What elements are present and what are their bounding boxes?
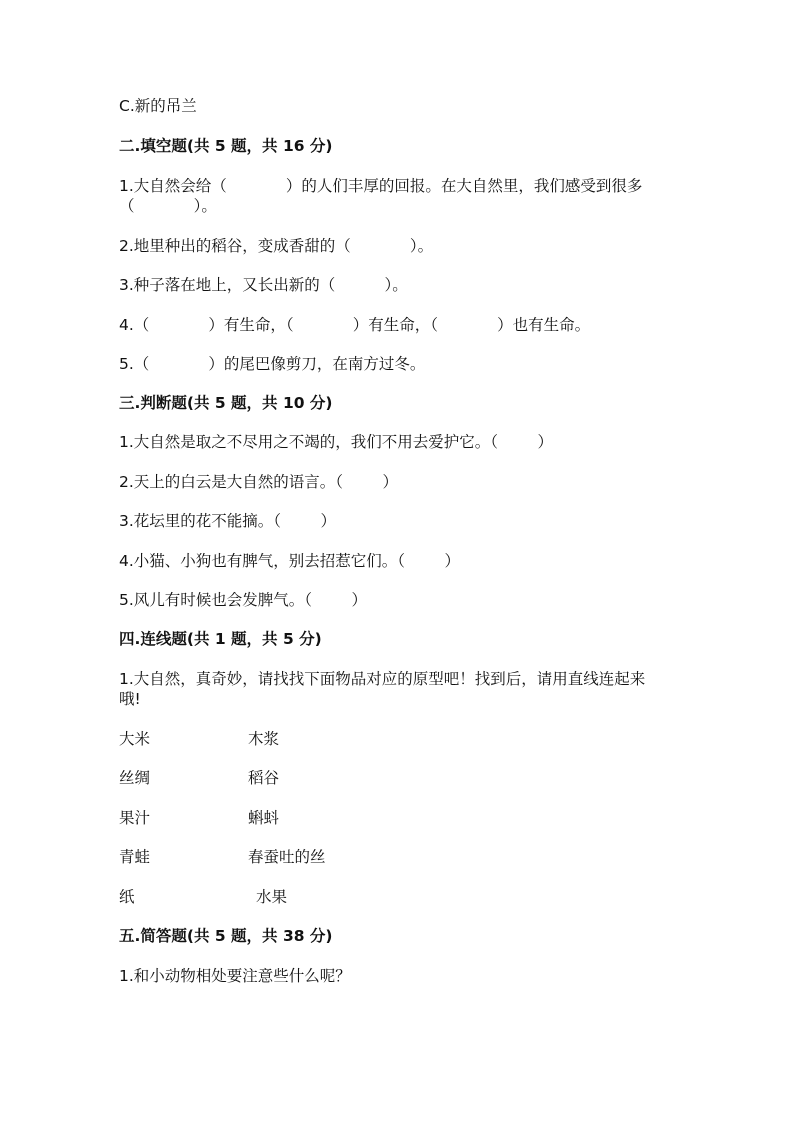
fill-question-5: 5.（ ）的尾巴像剪刀，在南方过冬。: [119, 355, 426, 373]
match-right-item: 蝌蚪: [248, 809, 280, 827]
judge-question-1: 1.大自然是取之不尽用之不竭的，我们不用去爱护它。（ ）: [119, 433, 553, 451]
match-right-item: 春蚕吐的丝: [248, 848, 326, 866]
fill-question-1-line-1: 1.大自然会给（ ）的人们丰厚的回报。在大自然里，我们感受到很多: [119, 177, 643, 195]
section-heading-fill-in: 二.填空题(共 5 题，共 16 分): [119, 137, 333, 155]
fill-question-1-line-2: （ ）。: [119, 197, 217, 215]
match-left-item: 青蛙: [119, 848, 151, 866]
judge-question-2: 2.天上的白云是大自然的语言。（ ）: [119, 473, 398, 491]
match-left-item: 丝绸: [119, 769, 151, 787]
judge-question-4: 4.小猫、小狗也有脾气，别去招惹它们。（ ）: [119, 552, 460, 570]
match-right-item: 水果: [256, 888, 288, 906]
fill-question-3: 3.种子落在地上，又长出新的（ ）。: [119, 276, 408, 294]
judge-question-3: 3.花坛里的花不能摘。（ ）: [119, 512, 336, 530]
matching-question-1-line-1: 1.大自然，真奇妙，请找找下面物品对应的原型吧！找到后，请用直线连起来: [119, 670, 646, 688]
match-right-item: 木浆: [248, 730, 280, 748]
fill-question-2: 2.地里种出的稻谷，变成香甜的（ ）。: [119, 237, 434, 255]
short-answer-question-1: 1.和小动物相处要注意些什么呢？: [119, 967, 351, 985]
matching-question-1-line-2: 哦!: [119, 690, 141, 708]
match-left-item: 大米: [119, 730, 151, 748]
match-left-item: 纸: [119, 888, 135, 906]
fill-question-4: 4.（ ）有生命，（ ）有生命，（ ）也有生命。: [119, 316, 591, 334]
leftover-option-c: C.新的吊兰: [119, 97, 197, 115]
judge-question-5: 5.风儿有时候也会发脾气。（ ）: [119, 591, 367, 609]
section-heading-true-false: 三.判断题(共 5 题，共 10 分): [119, 394, 333, 412]
section-heading-short-answer: 五.简答题(共 5 题，共 38 分): [119, 927, 333, 945]
match-left-item: 果汁: [119, 809, 151, 827]
match-right-item: 稻谷: [248, 769, 280, 787]
section-heading-matching: 四.连线题(共 1 题，共 5 分): [119, 630, 322, 648]
